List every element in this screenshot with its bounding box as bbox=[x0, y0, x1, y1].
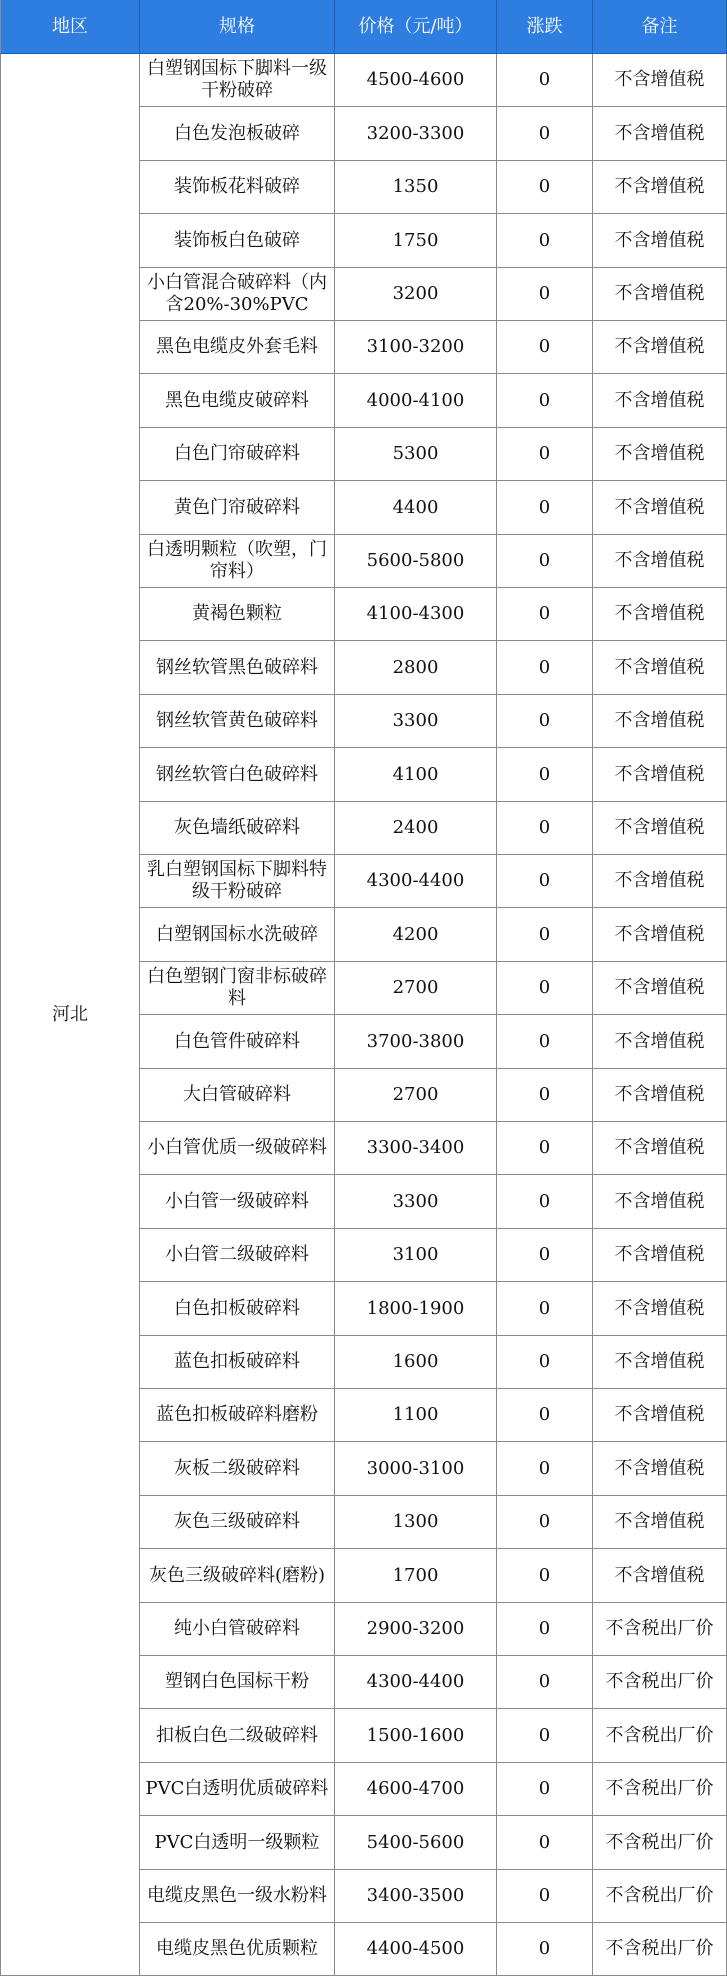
price-cell: 5600-5800 bbox=[335, 535, 497, 588]
price-cell: 3300 bbox=[335, 1175, 497, 1229]
change-cell: 0 bbox=[497, 374, 593, 428]
change-cell: 0 bbox=[497, 1496, 593, 1549]
note-cell: 不含增值税 bbox=[593, 1336, 727, 1389]
change-cell: 0 bbox=[497, 1709, 593, 1763]
note-cell: 不含税出厂价 bbox=[593, 1816, 727, 1870]
note-cell: 不含增值税 bbox=[593, 1175, 727, 1229]
price-cell: 1100 bbox=[335, 1389, 497, 1442]
price-cell: 3300 bbox=[335, 695, 497, 748]
spec-cell: 白塑钢国标水洗破碎 bbox=[140, 908, 335, 962]
change-cell: 0 bbox=[497, 802, 593, 855]
note-cell: 不含增值税 bbox=[593, 481, 727, 535]
note-cell: 不含增值税 bbox=[593, 1496, 727, 1549]
note-cell: 不含增值税 bbox=[593, 161, 727, 214]
note-cell: 不含增值税 bbox=[593, 54, 727, 107]
price-cell: 3700-3800 bbox=[335, 1015, 497, 1069]
spec-cell: 扣板白色二级破碎料 bbox=[140, 1709, 335, 1763]
price-cell: 2700 bbox=[335, 962, 497, 1015]
note-cell: 不含增值税 bbox=[593, 748, 727, 802]
price-cell: 1600 bbox=[335, 1336, 497, 1389]
spec-cell: 钢丝软管白色破碎料 bbox=[140, 748, 335, 802]
change-cell: 0 bbox=[497, 54, 593, 107]
change-cell: 0 bbox=[497, 1175, 593, 1229]
spec-cell: 蓝色扣板破碎料磨粉 bbox=[140, 1389, 335, 1442]
change-cell: 0 bbox=[497, 695, 593, 748]
header-note: 备注 bbox=[593, 0, 727, 54]
note-cell: 不含增值税 bbox=[593, 1229, 727, 1282]
price-cell: 4100 bbox=[335, 748, 497, 802]
spec-cell: 大白管破碎料 bbox=[140, 1069, 335, 1122]
price-cell: 1300 bbox=[335, 1496, 497, 1549]
note-cell: 不含增值税 bbox=[593, 428, 727, 481]
price-cell: 3400-3500 bbox=[335, 1870, 497, 1923]
price-cell: 4400 bbox=[335, 481, 497, 535]
change-cell: 0 bbox=[497, 748, 593, 802]
note-cell: 不含税出厂价 bbox=[593, 1870, 727, 1923]
price-cell: 4300-4400 bbox=[335, 1656, 497, 1709]
spec-cell: 黄色门帘破碎料 bbox=[140, 481, 335, 535]
note-cell: 不含增值税 bbox=[593, 1122, 727, 1175]
spec-cell: 钢丝软管黑色破碎料 bbox=[140, 641, 335, 695]
change-cell: 0 bbox=[497, 268, 593, 321]
change-cell: 0 bbox=[497, 1229, 593, 1282]
spec-cell: 装饰板白色破碎 bbox=[140, 214, 335, 268]
price-cell: 2900-3200 bbox=[335, 1603, 497, 1656]
spec-cell: 灰板二级破碎料 bbox=[140, 1442, 335, 1496]
change-cell: 0 bbox=[497, 107, 593, 161]
spec-cell: 钢丝软管黄色破碎料 bbox=[140, 695, 335, 748]
change-cell: 0 bbox=[497, 1282, 593, 1336]
change-cell: 0 bbox=[497, 1923, 593, 1976]
spec-cell: 灰色墙纸破碎料 bbox=[140, 802, 335, 855]
note-cell: 不含增值税 bbox=[593, 535, 727, 588]
spec-cell: 小白管一级破碎料 bbox=[140, 1175, 335, 1229]
note-cell: 不含增值税 bbox=[593, 374, 727, 428]
spec-cell: 小白管优质一级破碎料 bbox=[140, 1122, 335, 1175]
change-cell: 0 bbox=[497, 1069, 593, 1122]
note-cell: 不含增值税 bbox=[593, 268, 727, 321]
price-cell: 2800 bbox=[335, 641, 497, 695]
change-cell: 0 bbox=[497, 1122, 593, 1175]
spec-cell: 装饰板花料破碎 bbox=[140, 161, 335, 214]
price-cell: 3200-3300 bbox=[335, 107, 497, 161]
change-cell: 0 bbox=[497, 321, 593, 374]
note-cell: 不含增值税 bbox=[593, 641, 727, 695]
header-spec: 规格 bbox=[140, 0, 335, 54]
change-cell: 0 bbox=[497, 535, 593, 588]
price-cell: 1350 bbox=[335, 161, 497, 214]
price-cell: 2400 bbox=[335, 802, 497, 855]
note-cell: 不含增值税 bbox=[593, 962, 727, 1015]
spec-cell: 灰色三级破碎料 bbox=[140, 1496, 335, 1549]
spec-cell: 电缆皮黑色一级水粉料 bbox=[140, 1870, 335, 1923]
change-cell: 0 bbox=[497, 855, 593, 908]
spec-cell: 电缆皮黑色优质颗粒 bbox=[140, 1923, 335, 1976]
price-cell: 4600-4700 bbox=[335, 1763, 497, 1816]
spec-cell: PVC白透明一级颗粒 bbox=[140, 1816, 335, 1870]
change-cell: 0 bbox=[497, 1763, 593, 1816]
note-cell: 不含增值税 bbox=[593, 1282, 727, 1336]
price-cell: 3300-3400 bbox=[335, 1122, 497, 1175]
price-cell: 1700 bbox=[335, 1549, 497, 1603]
price-cell: 1500-1600 bbox=[335, 1709, 497, 1763]
price-cell: 3200 bbox=[335, 268, 497, 321]
change-cell: 0 bbox=[497, 161, 593, 214]
price-cell: 4000-4100 bbox=[335, 374, 497, 428]
change-cell: 0 bbox=[497, 1816, 593, 1870]
change-cell: 0 bbox=[497, 641, 593, 695]
change-cell: 0 bbox=[497, 428, 593, 481]
change-cell: 0 bbox=[497, 1656, 593, 1709]
note-cell: 不含增值税 bbox=[593, 1069, 727, 1122]
change-cell: 0 bbox=[497, 1603, 593, 1656]
note-cell: 不含税出厂价 bbox=[593, 1709, 727, 1763]
note-cell: 不含增值税 bbox=[593, 1549, 727, 1603]
header-price: 价格（元/吨） bbox=[335, 0, 497, 54]
note-cell: 不含增值税 bbox=[593, 695, 727, 748]
change-cell: 0 bbox=[497, 1442, 593, 1496]
price-cell: 3000-3100 bbox=[335, 1442, 497, 1496]
price-cell: 3100 bbox=[335, 1229, 497, 1282]
spec-cell: 黑色电缆皮破碎料 bbox=[140, 374, 335, 428]
note-cell: 不含增值税 bbox=[593, 214, 727, 268]
spec-cell: PVC白透明优质破碎料 bbox=[140, 1763, 335, 1816]
change-cell: 0 bbox=[497, 481, 593, 535]
note-cell: 不含税出厂价 bbox=[593, 1763, 727, 1816]
spec-cell: 灰色三级破碎料(磨粉) bbox=[140, 1549, 335, 1603]
price-cell: 1800-1900 bbox=[335, 1282, 497, 1336]
price-cell: 5400-5600 bbox=[335, 1816, 497, 1870]
note-cell: 不含税出厂价 bbox=[593, 1923, 727, 1976]
spec-cell: 小白管混合破碎料（内含20%-30%PVC bbox=[140, 268, 335, 321]
spec-cell: 纯小白管破碎料 bbox=[140, 1603, 335, 1656]
spec-cell: 白色门帘破碎料 bbox=[140, 428, 335, 481]
spec-cell: 蓝色扣板破碎料 bbox=[140, 1336, 335, 1389]
change-cell: 0 bbox=[497, 962, 593, 1015]
spec-cell: 黄褐色颗粒 bbox=[140, 588, 335, 641]
spec-cell: 黑色电缆皮外套毛料 bbox=[140, 321, 335, 374]
spec-cell: 小白管二级破碎料 bbox=[140, 1229, 335, 1282]
note-cell: 不含增值税 bbox=[593, 1442, 727, 1496]
header-region: 地区 bbox=[0, 0, 140, 54]
price-cell: 3100-3200 bbox=[335, 321, 497, 374]
change-cell: 0 bbox=[497, 1015, 593, 1069]
note-cell: 不含税出厂价 bbox=[593, 1603, 727, 1656]
note-cell: 不含增值税 bbox=[593, 588, 727, 641]
change-cell: 0 bbox=[497, 1389, 593, 1442]
spec-cell: 白色管件破碎料 bbox=[140, 1015, 335, 1069]
note-cell: 不含增值税 bbox=[593, 802, 727, 855]
note-cell: 不含增值税 bbox=[593, 107, 727, 161]
price-cell: 5300 bbox=[335, 428, 497, 481]
spec-cell: 乳白塑钢国标下脚料特级干粉破碎 bbox=[140, 855, 335, 908]
price-cell: 4500-4600 bbox=[335, 54, 497, 107]
change-cell: 0 bbox=[497, 1549, 593, 1603]
region-cell: 河北 bbox=[0, 54, 140, 1976]
change-cell: 0 bbox=[497, 1336, 593, 1389]
price-cell: 1750 bbox=[335, 214, 497, 268]
price-cell: 4300-4400 bbox=[335, 855, 497, 908]
price-cell: 4400-4500 bbox=[335, 1923, 497, 1976]
change-cell: 0 bbox=[497, 588, 593, 641]
spec-cell: 白色塑钢门窗非标破碎料 bbox=[140, 962, 335, 1015]
header-change: 涨跌 bbox=[497, 0, 593, 54]
change-cell: 0 bbox=[497, 908, 593, 962]
price-cell: 2700 bbox=[335, 1069, 497, 1122]
change-cell: 0 bbox=[497, 1870, 593, 1923]
change-cell: 0 bbox=[497, 214, 593, 268]
price-cell: 4100-4300 bbox=[335, 588, 497, 641]
note-cell: 不含增值税 bbox=[593, 321, 727, 374]
spec-cell: 塑钢白色国标干粉 bbox=[140, 1656, 335, 1709]
spec-cell: 白色扣板破碎料 bbox=[140, 1282, 335, 1336]
note-cell: 不含增值税 bbox=[593, 855, 727, 908]
spec-cell: 白塑钢国标下脚料一级干粉破碎 bbox=[140, 54, 335, 107]
note-cell: 不含增值税 bbox=[593, 908, 727, 962]
spec-cell: 白色发泡板破碎 bbox=[140, 107, 335, 161]
price-cell: 4200 bbox=[335, 908, 497, 962]
note-cell: 不含税出厂价 bbox=[593, 1656, 727, 1709]
spec-cell: 白透明颗粒（吹塑，门帘料） bbox=[140, 535, 335, 588]
note-cell: 不含增值税 bbox=[593, 1015, 727, 1069]
note-cell: 不含增值税 bbox=[593, 1389, 727, 1442]
